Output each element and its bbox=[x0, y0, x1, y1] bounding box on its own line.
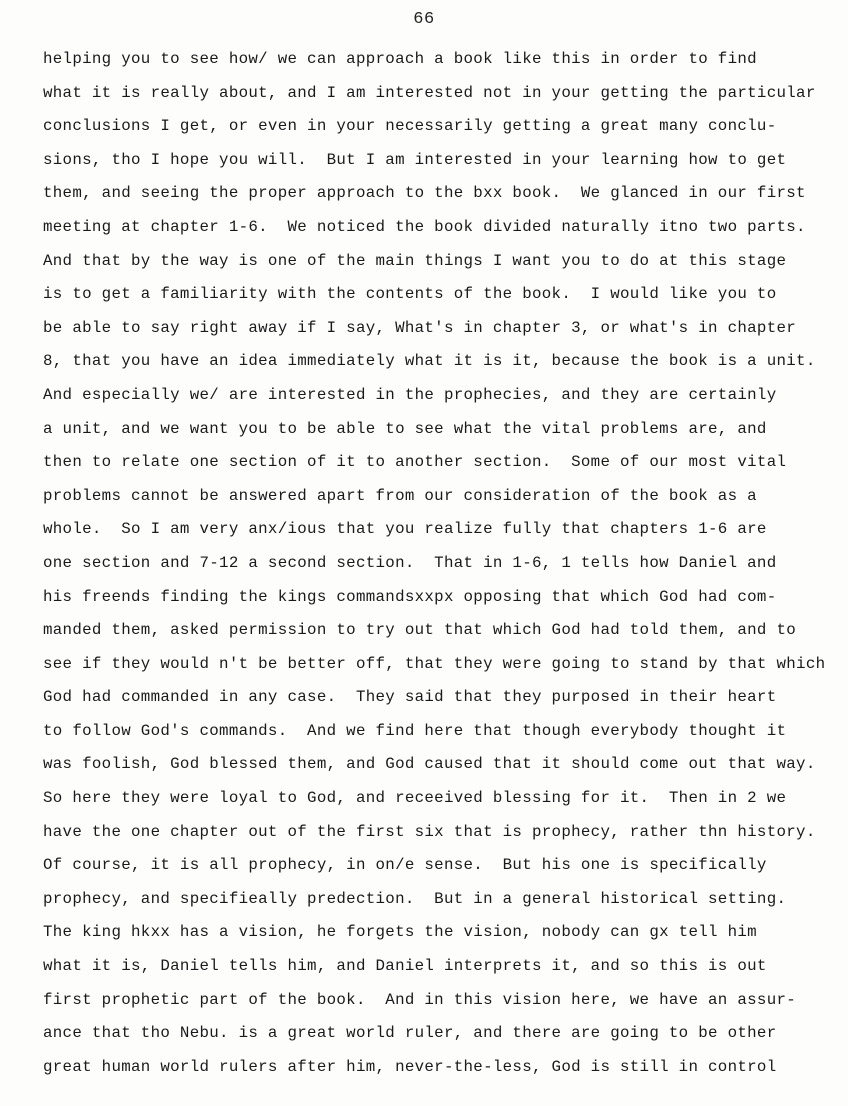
text-line: was foolish, God blessed them, and God caused that it should come out that way. bbox=[43, 755, 816, 774]
text-line: whole. So I am very anx/ious that you realize fully that chapters 1-6 are bbox=[43, 520, 767, 539]
text-line: what it is, Daniel tells him, and Daniel interprets it, and so this is out bbox=[43, 957, 767, 976]
page-number: 66 bbox=[413, 10, 435, 29]
text-line: helping you to see how/ we can approach a book like this in order to find bbox=[43, 50, 757, 68]
text-line: The king hkxx has a vision, he forgets the vision, nobody can gx tell him bbox=[43, 923, 757, 942]
text-line: be able to say right away if I say, What's in chapter 3, or what's in chapter bbox=[43, 318, 797, 337]
text-line: one section and 7-12 a second section. That in 1-6, 1 tells how Daniel and bbox=[43, 553, 777, 572]
text-line: ance that tho Nebu. is a great world ruler, and there are going to be other bbox=[43, 1024, 777, 1043]
text-line: his freends finding the kings commandsxxpx opposing that which God had com- bbox=[43, 587, 777, 606]
text-line: first prophetic part of the book. And in this vision here, we have an assur- bbox=[43, 990, 797, 1009]
text-line: sions, tho I hope you will. But I am interested in your learning how to get bbox=[43, 150, 787, 169]
text-line: prophecy, and specifieally predection. But in a general historical setting. bbox=[43, 889, 787, 908]
text-line: conclusions I get, or even in your necessarily getting a great many conclu- bbox=[43, 117, 777, 136]
text-line: have the one chapter out of the first six that is prophecy, rather thn history. bbox=[43, 822, 816, 841]
text-line: to follow God's commands. And we find here that though everybody thought it bbox=[43, 721, 787, 740]
text-line: God had commanded in any case. They said that they purposed in their heart bbox=[43, 688, 777, 707]
text-line: So here they were loyal to God, and receeived blessing for it. Then in 2 we bbox=[43, 789, 787, 808]
text-line: them, and seeing the proper approach to the bxx book. We glanced in our first bbox=[43, 184, 806, 203]
text-line: is to get a familiarity with the contents of the book. I would like you to bbox=[43, 285, 777, 304]
text-line: then to relate one section of it to another section. Some of our most vital bbox=[43, 453, 787, 472]
text-line: And especially we/ are interested in the prophecies, and they are certainly bbox=[43, 385, 777, 404]
text-line: manded them, asked permission to try out that which God had told them, and to bbox=[43, 621, 797, 640]
text-line: see if they would n't be better off, that they were going to stand by that which bbox=[43, 654, 826, 673]
text-line: 8, that you have an idea immediately what it is it, because the book is a unit. bbox=[43, 352, 816, 371]
text-line: Of course, it is all prophecy, in on/e sense. But his one is specifically bbox=[43, 856, 767, 875]
text-line: meeting at chapter 1-6. We noticed the book divided naturally itno two parts. bbox=[43, 217, 806, 236]
text-line: what it is really about, and I am interested not in your getting the particular bbox=[43, 83, 816, 102]
text-line: And that by the way is one of the main things I want you to do at this stage bbox=[43, 251, 787, 270]
text-line: a unit, and we want you to be able to see what the vital problems are, and bbox=[43, 419, 767, 438]
text-line: great human world rulers after him, never-the-less, God is still in control bbox=[43, 1057, 777, 1076]
document-body bbox=[43, 45, 843, 1086]
text-line: problems cannot be answered apart from our consideration of the book as a bbox=[43, 486, 757, 505]
